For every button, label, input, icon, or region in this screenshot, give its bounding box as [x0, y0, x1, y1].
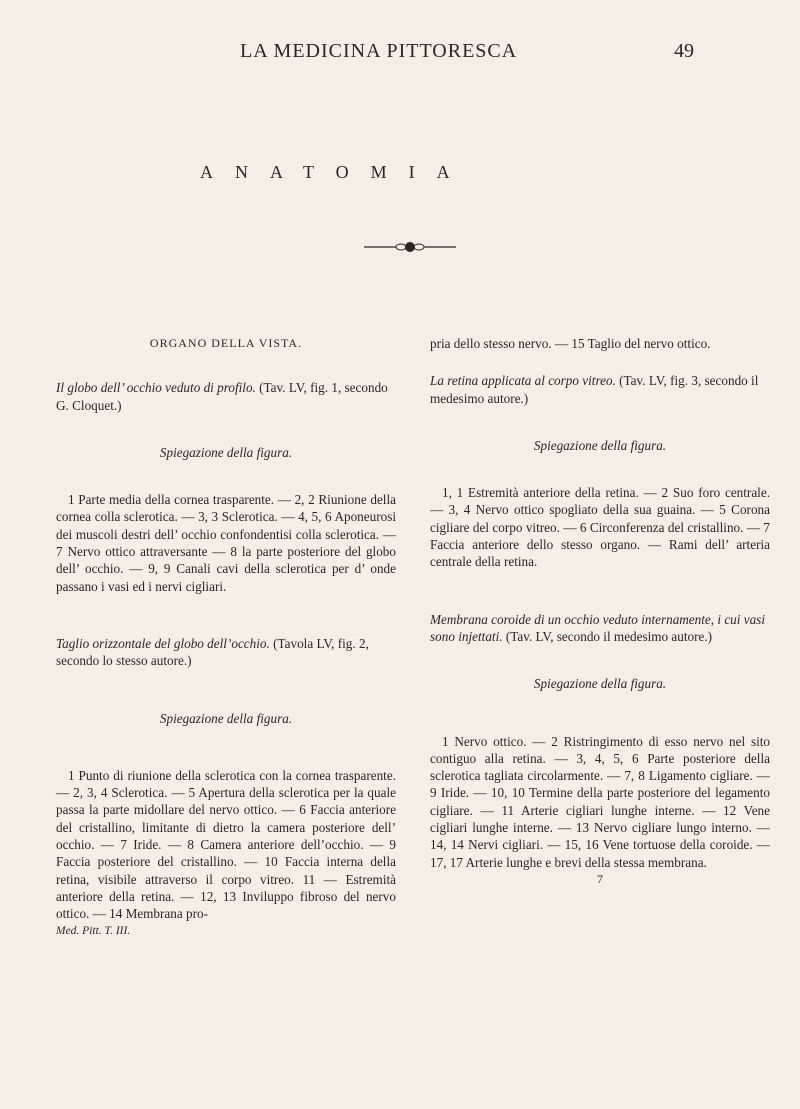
- figure-caption: Spiegazione della figura.: [159, 444, 293, 460]
- figure-explanation: 1 Parte media della cornea trasparente. — 2, 2 Riunione della cornea colla sclerotica. — 3, 3 Sclerotica. — 4, 5, 6 Aponeurosi dei muscoli destri dell’ occhio confondentisi colla sclerotica. — 7 Nervo ottico attraversante — 8 la parte posteriore del globo dell’ occhio. — 9, 9 Canali cavi della sclerotica per d’ onde passano i vasi ed i nervi cigliari.: [56, 492, 396, 594]
- figure-explanation: 1 Punto di riunione della sclerotica con la cornea trasparente. — 2, 3, 4 Sclerotica. — 5 Apertura della sclerotica per la quale passa la parte midollare del nervo ottico. — 6 Faccia anteriore del cristallino, limitante di dietro la camera posteriore dell’ occhio. — 7 Iride. — 8 Camera anteriore dell’occhio. — 9 Faccia posteriore del cristallino. — 10 Faccia interna della retina, visibile attraverso il corpo vitreo. 11 — Estremità anteriore della retina. — 12, 13 Inviluppo fibroso del nervo ottico. — 14 Membrana pro-: [56, 767, 396, 922]
- figure-title: [56, 635, 396, 670]
- section-title: ANATOMIA: [200, 162, 472, 182]
- figure-caption: Spiegazione della figura.: [533, 437, 667, 453]
- signature-footer: Med. Pitt. T. III.: [56, 924, 131, 937]
- figure-reference: (Tavola LV, fig. 2, secondo lo stesso autore.): [56, 635, 369, 669]
- continuation-text: pria dello stesso nervo. — 15 Taglio del nervo ottico.: [430, 336, 711, 351]
- page-number: 49: [674, 40, 694, 62]
- running-title: LA MEDICINA PITTORESCA: [240, 40, 518, 62]
- left-column: [56, 335, 396, 940]
- signature-mark: 7: [597, 871, 603, 886]
- figure-reference: (Tav. LV, fig. 1, secondo G. Cloquet.): [56, 380, 388, 413]
- figure-explanation: 1 Nervo ottico. — 2 Ristringimento di esso nervo nel sito contiguo alla retina. — 3, 4, 5, 6 Parte posteriore della sclerotica tagliata circolarmente. — 7, 8 Ligamento cigliare. — 9 Iride. — 10, 10 Termine della parte posteriore del legamento cigliare. — 11 Arterie cigliari lunghe interne. — 12 Vene cigliari lunghe interne. — 13 Nervo cigliare lungo interno. — 14, 14 Nervi cigliari. — 15, 16 Vene tortuose della coroide. — 17, 17 Arterie lunghe e brevi della stessa membrana.: [430, 733, 770, 870]
- running-head: [0, 40, 800, 70]
- chapter-heading: ORGANO DELLA VISTA.: [149, 336, 303, 350]
- figure-caption: Spiegazione della figura.: [159, 710, 293, 726]
- figure-title-text: Taglio orizzontale del globo dell’occhio.: [56, 635, 270, 651]
- figure-reference: (Tav. LV, fig. 3, secondo il medesimo autore.): [430, 373, 759, 406]
- figure-title: [56, 379, 396, 414]
- figure-title-text: Il globo dell’ occhio veduto di profilo.: [56, 380, 256, 396]
- figure-title-text: La retina applicata al corpo vitreo.: [430, 373, 616, 389]
- figure-reference: (Tav. LV, secondo il medesimo autore.): [505, 628, 713, 644]
- figure-explanation: 1, 1 Estremità anteriore della retina. — 2 Suo foro centrale. — 3, 4 Nervo ottico spogliato della sua guaina. — 5 Corona cigliare del corpo vitreo. — 6 Circonferenza del cristallino. — 7 Faccia anteriore dello stesso organo. — Rami dell’ arteria centrale della retina.: [430, 485, 770, 570]
- ornament-divider-icon: [364, 240, 456, 254]
- figure-title: [430, 611, 770, 646]
- right-column: [430, 335, 770, 888]
- figure-caption: Spiegazione della figura.: [533, 676, 667, 692]
- figure-title-text: Membrana coroide di un occhio veduto internamente, i cui vasi sono injettati.: [430, 611, 765, 644]
- figure-title: [430, 372, 770, 407]
